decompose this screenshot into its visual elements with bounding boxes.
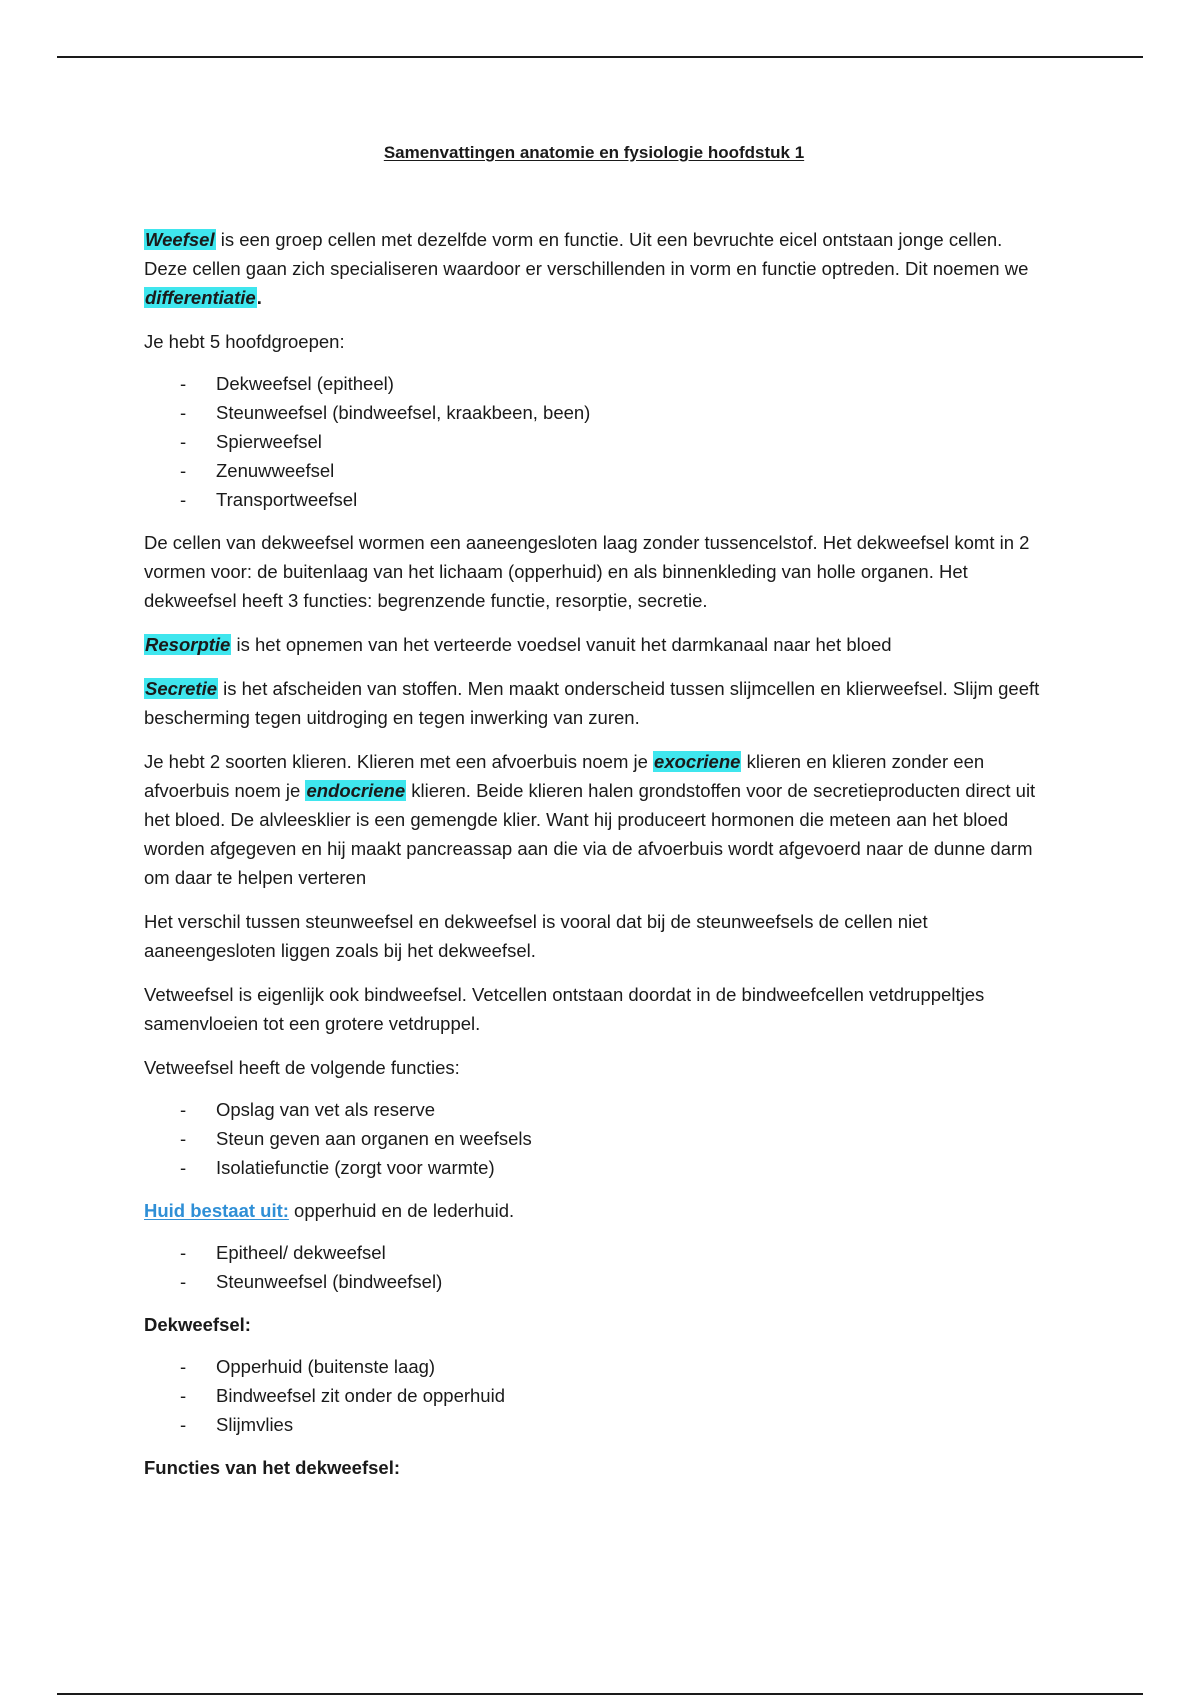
list-item: - Slijmvlies bbox=[144, 1410, 1044, 1439]
term-exocriene: exocriene bbox=[654, 751, 741, 772]
list-item: - Opslag van vet als reserve bbox=[144, 1095, 1044, 1124]
paragraph-vet-functies: Vetweefsel heeft de volgende functies: bbox=[144, 1057, 460, 1078]
list-item: - Isolatiefunctie (zorgt voor warmte) bbox=[144, 1153, 1044, 1182]
term-endocriene: endocriene bbox=[306, 780, 406, 801]
paragraph-weefsel: Weefsel is een groep cellen met dezelfde vorm en functie. Uit een bevruchte eicel ontstaan jonge cellen. Deze cellen gaan zich specialiseren waardoor er verschillenden in vorm en functie optreden. Dit noemen we differentiatie. bbox=[144, 229, 1029, 308]
term-secretie: Secretie bbox=[145, 678, 217, 699]
list-vet-functies bbox=[144, 1095, 1044, 1182]
list-hoofdgroepen bbox=[144, 369, 1044, 514]
document-title: Samenvattingen anatomie en fysiologie hoofdstuk 1 bbox=[383, 143, 805, 162]
list-item: - Zenuwweefsel bbox=[144, 456, 1044, 485]
document-page bbox=[144, 138, 1044, 1497]
list-item: - Steunweefsel (bindweefsel) bbox=[144, 1267, 1044, 1296]
list-item: - Spierweefsel bbox=[144, 427, 1044, 456]
huid-link[interactable]: Huid bestaat uit: bbox=[144, 1200, 289, 1221]
list-item: - Bindweefsel zit onder de opperhuid bbox=[144, 1381, 1044, 1410]
header-rule bbox=[57, 56, 1143, 58]
paragraph-vetweefsel: Vetweefsel is eigenlijk ook bindweefsel. Vetcellen ontstaan doordat in de bindweefcellen vetdruppeltjes samenvloeien tot een grotere vetdruppel. bbox=[144, 984, 985, 1034]
heading-functies-dekweefsel: Functies van het dekweefsel: bbox=[144, 1457, 401, 1478]
list-item: - Dekweefsel (epitheel) bbox=[144, 369, 1044, 398]
list-item: - Steunweefsel (bindweefsel, kraakbeen, been) bbox=[144, 398, 1044, 427]
list-item: - Epitheel/ dekweefsel bbox=[144, 1238, 1044, 1267]
term-resorptie: Resorptie bbox=[145, 634, 231, 655]
paragraph-klieren: Je hebt 2 soorten klieren. Klieren met een afvoerbuis noem je exocriene klieren en klieren zonder een afvoerbuis noem je endocriene klieren. Beide klieren halen grondstoffen voor de secretieproducten direct uit het bloed. De alvleesklier is een gemengde klier. Want hij produceert hormonen die meteen aan het bloed worden afgegeven en hij maakt pancreassap aan die via de afvoerbuis wordt afgevoerd naar de dunne darm om daar te helpen verteren bbox=[144, 751, 1036, 888]
list-dekweefsel bbox=[144, 1352, 1044, 1439]
list-item: - Opperhuid (buitenste laag) bbox=[144, 1352, 1044, 1381]
paragraph-verschil: Het verschil tussen steunweefsel en dekweefsel is vooral dat bij de steunweefsels de cellen niet aaneengesloten liggen zoals bij het dekweefsel. bbox=[144, 911, 928, 961]
list-huid bbox=[144, 1238, 1044, 1296]
heading-dekweefsel: Dekweefsel: bbox=[144, 1314, 251, 1335]
paragraph-huid: Huid bestaat uit: opperhuid en de lederhuid. bbox=[144, 1200, 515, 1221]
paragraph-dekweefsel: De cellen van dekweefsel wormen een aaneengesloten laag zonder tussencelstof. Het dekweefsel komt in 2 vormen voor: de buitenlaag van het lichaam (opperhuid) en als binnenkleding van holle organen. Het dekweefsel heeft 3 functies: begrenzende functie, resorptie, secretie. bbox=[144, 532, 1030, 611]
term-differentiatie: differentiatie bbox=[145, 287, 256, 308]
paragraph-secretie: Secretie is het afscheiden van stoffen. Men maakt onderscheid tussen slijmcellen en klierweefsel. Slijm geeft bescherming tegen uitdroging en tegen inwerking van zuren. bbox=[144, 678, 1040, 728]
paragraph-hoofdgroepen: Je hebt 5 hoofdgroepen: bbox=[144, 331, 345, 352]
term-weefsel: Weefsel bbox=[145, 229, 215, 250]
paragraph-resorptie: Resorptie is het opnemen van het verteerde voedsel vanuit het darmkanaal naar het bloed bbox=[145, 634, 892, 655]
list-item: - Transportweefsel bbox=[144, 485, 1044, 514]
footer-rule bbox=[57, 1693, 1143, 1695]
list-item: - Steun geven aan organen en weefsels bbox=[144, 1124, 1044, 1153]
